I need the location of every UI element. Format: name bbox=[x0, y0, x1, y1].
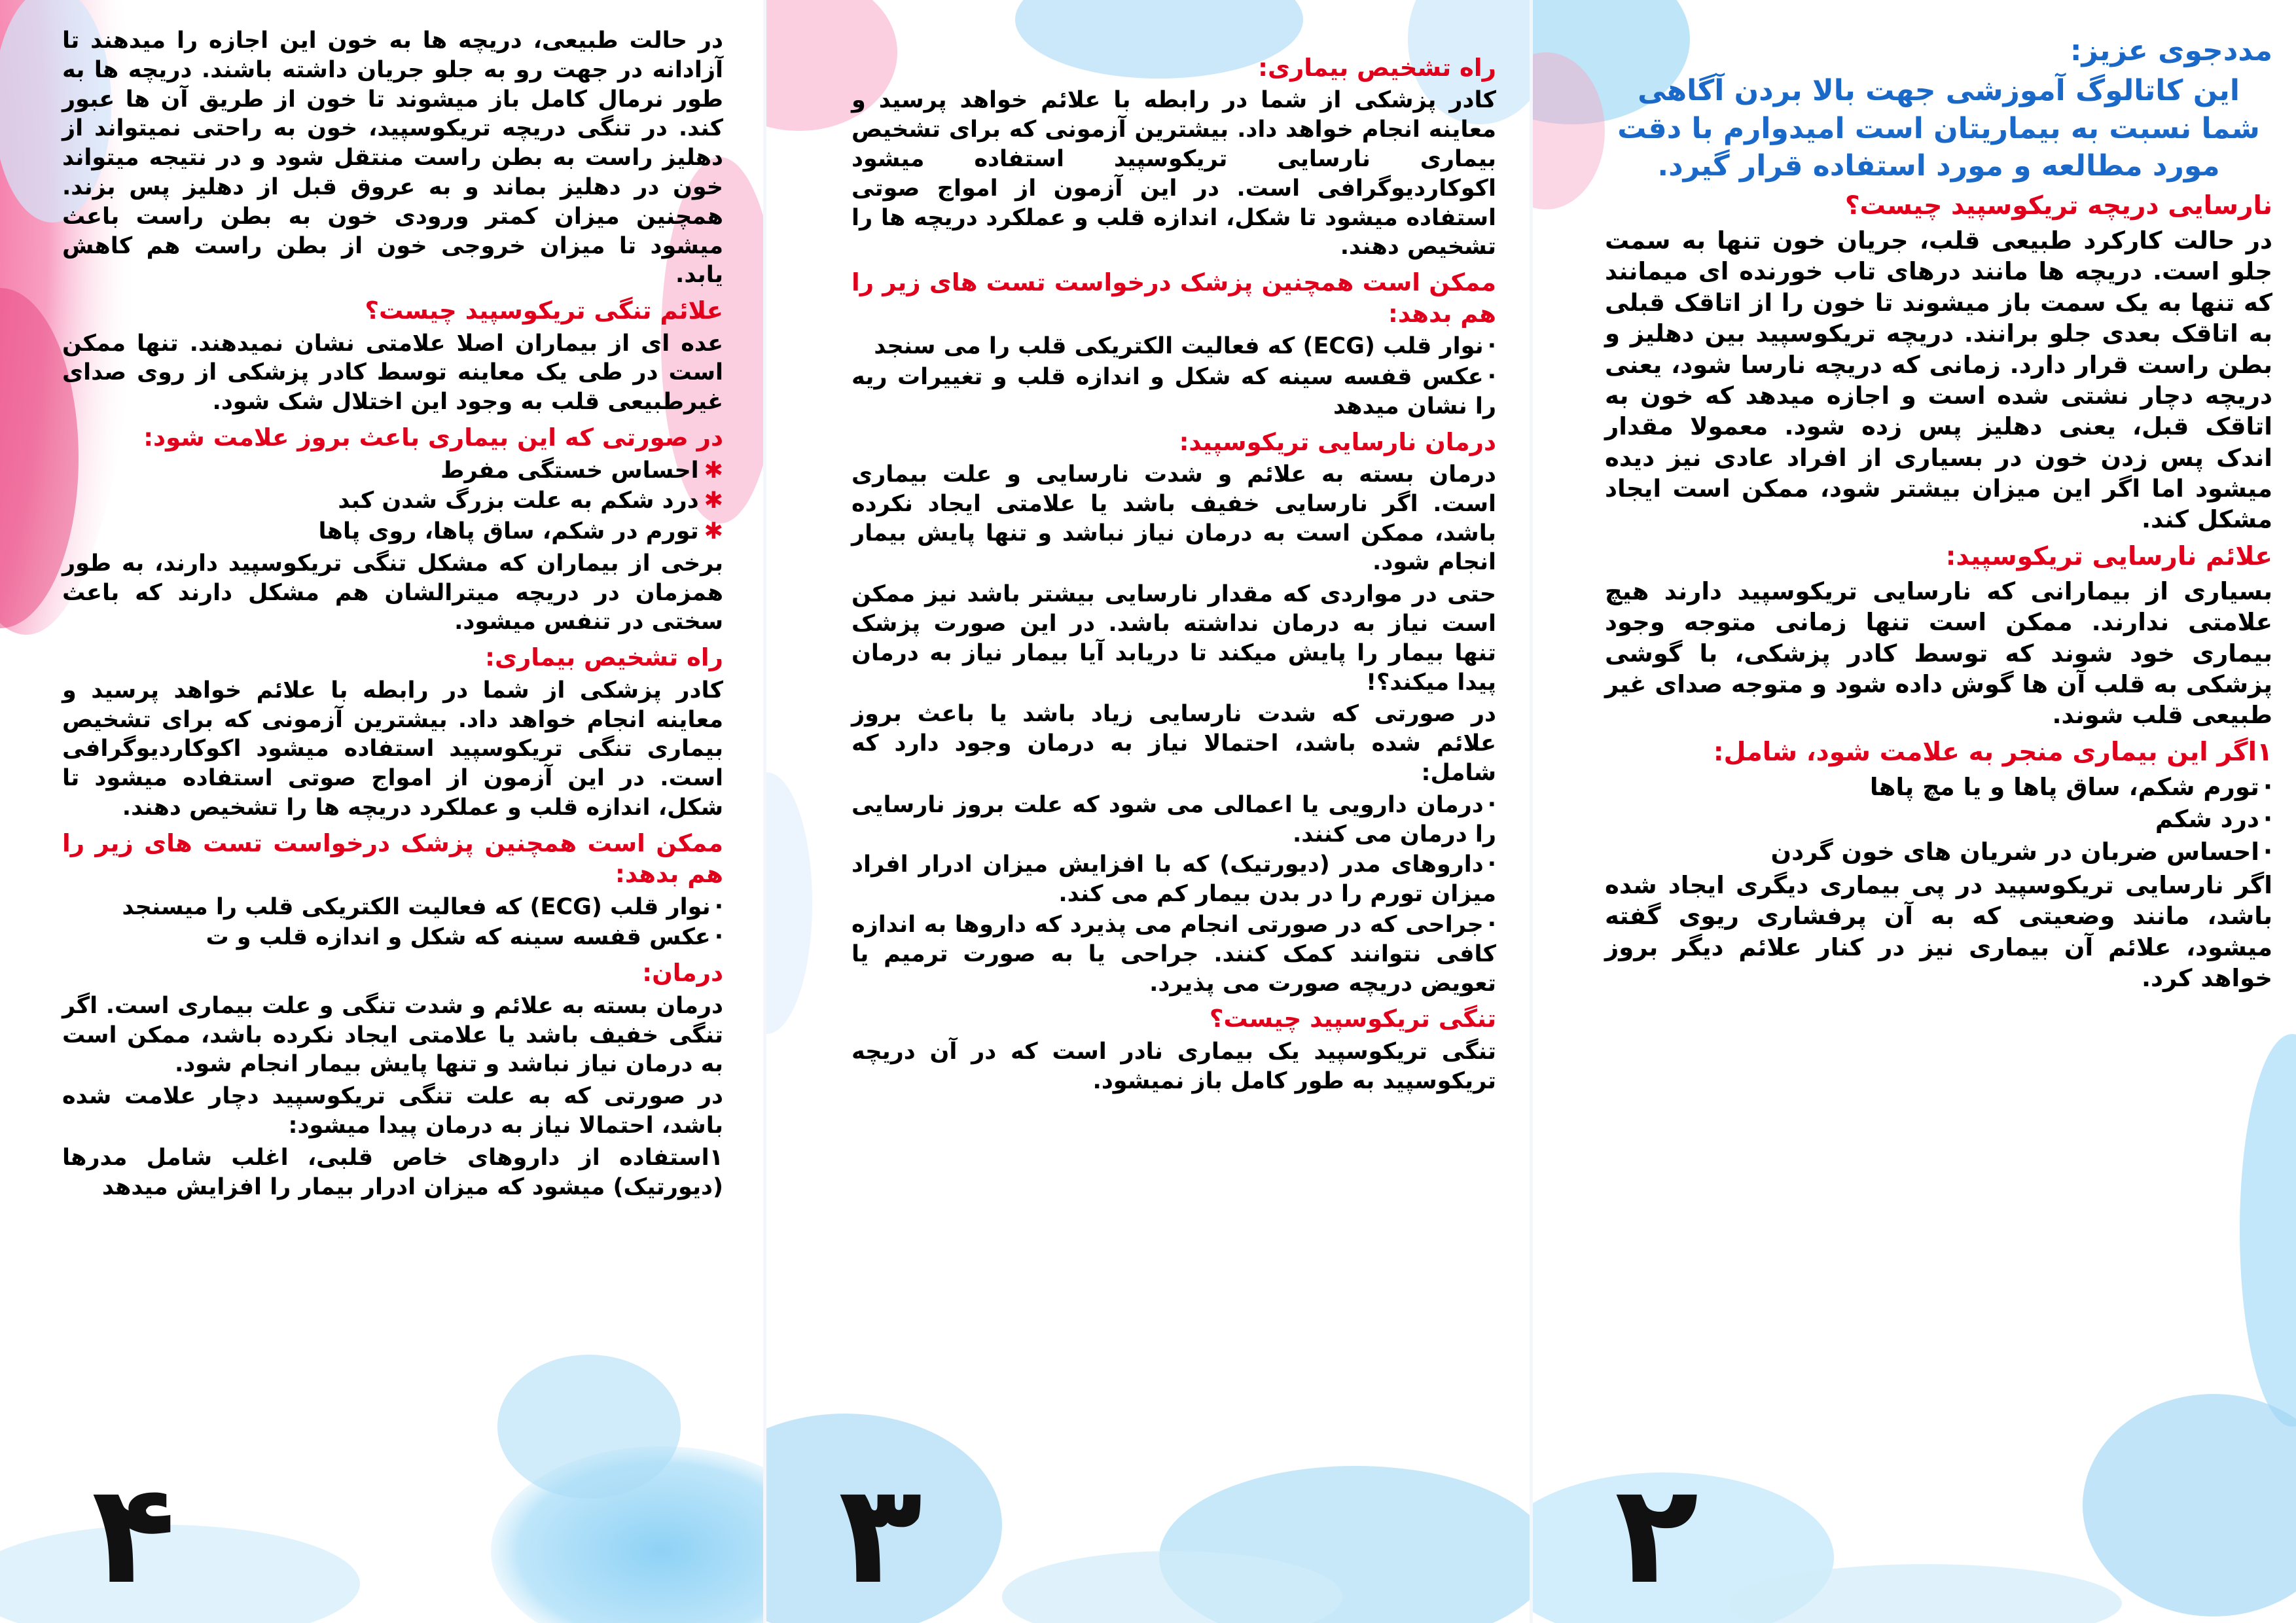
dot-bullet-icon: · bbox=[1487, 851, 1496, 878]
body-paragraph: در حالت کارکرد طبیعی قلب، جریان خون تنها به سمت جلو است. دریچه ها مانند درهای تاب خورنده ای میمانند که تنها به یک سمت باز میشوند تا خون را از اتاقک قبلی به اتاقک بعدی جلو برانند. دریچه تریکوسپید بین دهلیز و بطن راست قرار دارد. زمانی که دریچه نارسا شود، یعنی دریچه دچار نشتی شده است و اجازه میدهد که خون به اتاقک قبل، یعنی دهلیز پس زده شود. معمولا مقدار اندک پس زدن خون در بسیاری از افراد عادی نیز دیده میشود اما اگر این میزان بیشتر شود، ممکن است ایجاد مشکل کند. bbox=[1605, 226, 2272, 534]
section-heading: علائم نارسایی تریکوسپید: bbox=[1945, 541, 2272, 571]
dot-bullet-icon: · bbox=[714, 924, 723, 951]
list-item: ✱تورم در شکم، ساق پاها، روی پاها bbox=[318, 518, 723, 545]
list-item: ·نوار قلب (ECG) که فعالیت الکتریکی قلب را میسنجد bbox=[122, 893, 723, 920]
test-list bbox=[852, 332, 1496, 421]
dot-bullet-icon: · bbox=[2263, 772, 2272, 801]
list-item: ·عکس قفسه سینه که شکل و اندازه قلب و تغییرات ریه را نشان میدهد bbox=[852, 363, 1496, 419]
body-paragraph: درمان بسته به علائم و شدت تنگی و علت بیماری است. اگر تنگی خفیف باشد یا علامتی ایجاد نکرده باشد، ممکن است به درمان نیاز نباشد و تنها پایش بیمار انجام شود. bbox=[62, 992, 723, 1078]
list-item: ✱احساس خستگی مفرط bbox=[440, 457, 723, 484]
text-column-page-2 bbox=[1605, 33, 2272, 996]
dot-bullet-icon: · bbox=[1487, 333, 1496, 360]
list-item: ·عکس قفسه سینه که شکل و اندازه قلب و ت bbox=[206, 924, 723, 951]
body-paragraph: عده ای از بیماران اصلا علامتی نشان نمیدهند. تنها ممکن است در طی یک معاینه توسط کادر پزشکی از روی صدای غیرطبیعی قلب به وجود این اختلال شک شود. bbox=[62, 330, 723, 416]
text-column-page-3 bbox=[852, 47, 1496, 1098]
symptom-list bbox=[62, 456, 723, 546]
body-paragraph: ۱استفاده از داروهای خاص قلبی، اغلب شامل مدرها (دیورتیک) میشود که میزان ادرار بیمار را افزایش میدهد bbox=[62, 1144, 723, 1200]
list-item: ✱درد شکم به علت بزرگ شدن کبد bbox=[338, 488, 723, 514]
intro-text: این کاتالوگ آموزشی جهت بالا بردن آگاهی شما نسبت به بیماریتان است امیدوارم با دقت مورد مطالعه و مورد استفاده قرار گیرد. bbox=[1617, 74, 2260, 183]
page-number: ۳ bbox=[838, 1454, 923, 1614]
treatment-list bbox=[852, 791, 1496, 999]
body-paragraph: بسیاری از بیمارانی که نارسایی تریکوسپید دارند هیچ علامتی ندارند. ممکن است تنها زمانی متوجه وجود بیماری خود شوند که توسط کادر پزشکی، با گوشی پزشکی به قلب آن ها گوش داده شود و متوجه صدای غیر طبیعی قلب شوند. bbox=[1605, 577, 2272, 730]
list-item: ·درمان دارویی یا اعمالی می شود که علت بروز نارسایی را درمان می کنند. bbox=[852, 791, 1496, 847]
section-heading: نارسایی دریچه تریکوسپید چیست؟ bbox=[1844, 190, 2272, 221]
body-paragraph: کادر پزشکی از شما در رابطه با علائم خواهد پرسید و معاینه انجام خواهد داد. بیشترین آزمونی که برای تشخیص بیماری نارسایی تریکوسپید استفاده میشود اکوکاردیوگرافی است. در این آزمون از امواج صوتی استفاده میشود تا شکل، اندازه قلب و عملکرد دریچه ها را تشخیص دهند. bbox=[852, 87, 1496, 260]
section-heading: در صورتی که این بیماری باعث بروز علامت شود: bbox=[143, 423, 723, 452]
body-paragraph: کادر پزشکی از شما در رابطه با علائم خواهد پرسید و معاینه انجام خواهد داد. بیشترین آزمونی که برای تشخیص بیماری تنگی تریکوسپید استفاده میشود اکوکاردیوگرافی است. در این آزمون از امواج صوتی استفاده میشود تا شکل، اندازه قلب و عملکرد دریچه ها را تشخیص دهند. bbox=[62, 677, 723, 821]
list-item: ·جراحی که در صورتی انجام می پذیرد که داروها به اندازه کافی نتوانند کمک کنند. جراحی یا به صورت ترمیم یا تعویض دریچه صورت می پذیرد. bbox=[852, 912, 1496, 997]
dot-bullet-icon: · bbox=[1487, 791, 1496, 818]
test-list bbox=[62, 893, 723, 953]
dot-bullet-icon: · bbox=[2263, 805, 2272, 834]
text-column-page-4 bbox=[62, 26, 723, 1204]
section-heading: ممکن است همچنین پزشک درخواست تست های زیر را هم بدهد: bbox=[62, 829, 723, 889]
symptom-list bbox=[1605, 772, 2272, 867]
dot-bullet-icon: · bbox=[2263, 837, 2272, 866]
list-item: ·نوار قلب (ECG) که فعالیت الکتریکی قلب را می سنجد bbox=[874, 333, 1496, 360]
panel-page-4 bbox=[0, 0, 763, 1623]
list-item: ·تورم شکم، ساق پاها و یا مچ پاها bbox=[1869, 772, 2272, 801]
page-number: ۴ bbox=[92, 1454, 176, 1614]
body-paragraph: در صورتی که به علت تنگی تریکوسپید دچار علامت شده باشد، احتمالا نیاز به درمان پیدا میشود: bbox=[62, 1083, 723, 1139]
body-paragraph: درمان بسته به علائم و شدت نارسایی و علت بیماری است. اگر نارسایی خفیف باشد یا علامتی ایجاد نکرده باشد، ممکن است به درمان نیاز نباشد و تنها پایش بیمار انجام شود. bbox=[852, 461, 1496, 576]
section-heading: راه تشخیص بیماری: bbox=[485, 643, 723, 672]
body-paragraph: تنگی تریکوسپید یک بیماری نادر است که در آن دریچه تریکوسپید به طور کامل باز نمیشود. bbox=[852, 1038, 1496, 1094]
asterisk-bullet-icon: ✱ bbox=[704, 518, 723, 545]
panel-page-3 bbox=[766, 0, 1530, 1623]
section-heading: راه تشخیص بیماری: bbox=[1258, 54, 1496, 82]
asterisk-bullet-icon: ✱ bbox=[704, 488, 723, 514]
page-number: ۲ bbox=[1615, 1454, 1699, 1614]
section-heading: درمان: bbox=[642, 959, 723, 988]
section-heading: ۱اگر این بیماری منجر به علامت شود، شامل: bbox=[1713, 737, 2272, 767]
body-paragraph: در حالت طبیعی، دریچه ها به خون این اجازه را میدهند تا آزادانه در جهت رو به جلو جریان داشته باشند. دریچه ها به طور نرمال کامل باز میشوند تا خون از طریق آن ها عبور کند. در تنگی دریچه تریکوسپید، خون به راحتی نمیتواند از دهلیز راست به بطن راست منتقل شود و در نتیجه میتواند خون در دهلیز بماند و به عروق قبل از دهلیز پس بزند. همچنین میزان کمتر ورودی خون به بطن راست باعث میشود تا میزان خروجی خون از بطن راست هم کاهش یابد. bbox=[62, 27, 723, 289]
list-item: ·درد شکم bbox=[2155, 805, 2272, 834]
section-heading: درمان نارسایی تریکوسپید: bbox=[1179, 427, 1496, 456]
section-heading: ممکن است همچنین پزشک درخواست تست های زیر را هم بدهد: bbox=[852, 268, 1496, 328]
body-paragraph: در صورتی که شدت نارسایی زیاد باشد یا باعث بروز علائم شده باشد، احتمالا نیاز به درمان وجود دارد که شامل: bbox=[852, 701, 1496, 787]
body-paragraph: اگر نارسایی تریکوسپید در پی بیماری دیگری ایجاد شده باشد، مانند وضعیتی که به آن پرفشاری ریوی گفته میشود، علائم آن بیماری نیز در کنار علائم دیگر بروز خواهد کرد. bbox=[1605, 870, 2272, 992]
dot-bullet-icon: · bbox=[1487, 912, 1496, 938]
panel-page-2 bbox=[1533, 0, 2296, 1623]
body-paragraph: حتی در مواردی که مقدار نارسایی بیشتر باشد نیز ممکن است نیاز به درمان نداشته باشد. در این صورت پزشک تنها بیمار را پایش میکند تا دریابد آیا بیمار نیاز به درمان پیدا میکند؟! bbox=[852, 581, 1496, 696]
dot-bullet-icon: · bbox=[714, 893, 723, 920]
section-heading: علائم تنگی تریکوسپید چیست؟ bbox=[365, 296, 723, 325]
list-item: ·داروهای مدر (دیورتیک) که با افزایش میزان ادرار افراد میزان تورم را در بدن بیمار کم می کند. bbox=[852, 851, 1496, 908]
list-item: ·احساس ضربان در شریان های خون گردن bbox=[1770, 837, 2272, 866]
dot-bullet-icon: · bbox=[1487, 363, 1496, 390]
greeting: مددجوی عزیز: bbox=[2070, 34, 2272, 67]
asterisk-bullet-icon: ✱ bbox=[704, 457, 723, 484]
section-heading: تنگی تریکوسپید چیست؟ bbox=[1209, 1005, 1496, 1033]
body-paragraph: برخی از بیماران که مشکل تنگی تریکوسپید دارند، به طور همزمان در دریچه میترالشان هم مشکل دارند که باعث سختی در تنفس میشود. bbox=[62, 550, 723, 635]
